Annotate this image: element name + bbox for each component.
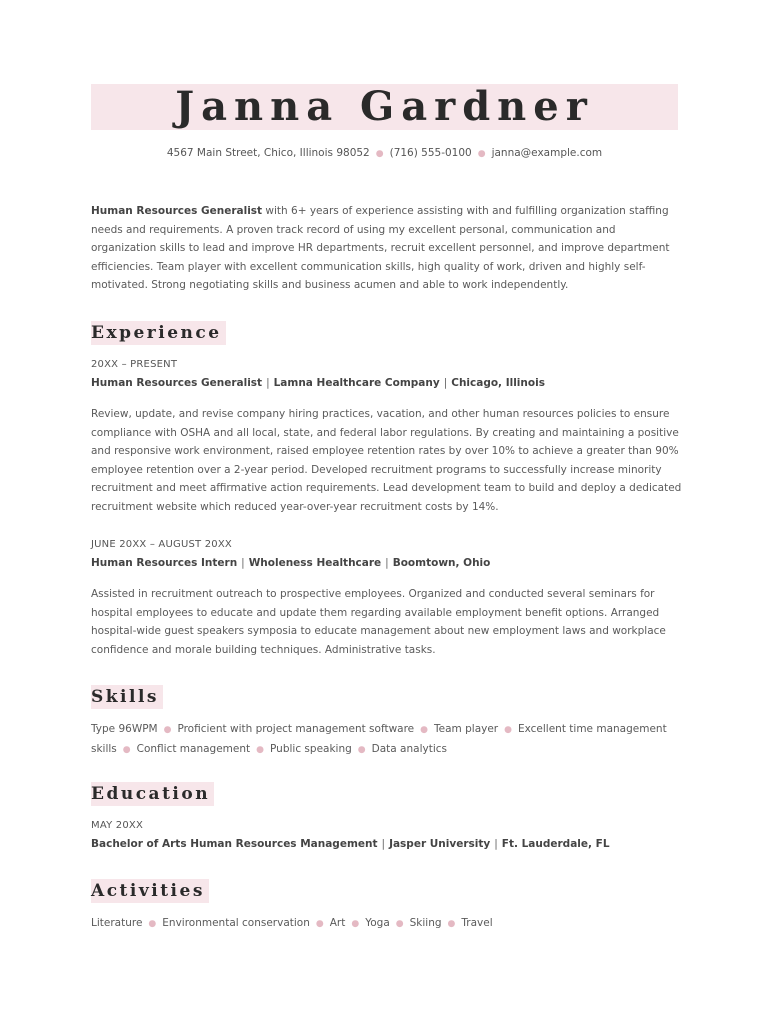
job-dates: 20XX – PRESENT (91, 359, 178, 370)
job-location: Boomtown, Ohio (392, 557, 491, 569)
contact-line (91, 147, 678, 159)
list-item: Literature (91, 917, 143, 929)
degree: Bachelor of Arts Human Resources Management (91, 838, 378, 850)
job-location: Chicago, Illinois (451, 377, 545, 389)
separator: | (385, 557, 389, 569)
list-item: Team player (434, 723, 499, 735)
phone: (716) 555-0100 (389, 147, 472, 159)
address: 4567 Main Street, Chico, Illinois 98052 (166, 147, 370, 159)
summary-text: with 6+ years of experience assisting with and fulfilling organization staffing needs and requirements. A proven track record of using my excellent personal, communication and organization skills to lead and improve HR departments, recruit excellent personnel, and improve department efficiencies. Team player with excellent communication skills, high quality of work, driven and highly self-motivated. Strong negotiating skills and business acumen and able to work independently. (91, 205, 670, 292)
list-item: Environmental conservation (162, 917, 310, 929)
bullet-icon: ● (148, 919, 157, 929)
job-company: Wholeness Healthcare (248, 557, 382, 569)
bullet-icon: ● (315, 919, 324, 929)
name-banner (91, 84, 678, 130)
section-heading-text: Activities (91, 881, 205, 901)
section-heading-text: Education (91, 784, 211, 804)
bullet-icon: ● (420, 725, 429, 735)
experience-heading (91, 321, 226, 345)
list-item: Excellent time management skills (91, 723, 667, 755)
list-item: Proficient with project management software (177, 723, 415, 735)
section-heading-text: Skills (91, 687, 160, 707)
bullet-icon: ● (163, 725, 172, 735)
bullet-icon: ● (395, 919, 404, 929)
job-description: Review, update, and revise company hiring practices, vacation, and other human resources policies to ensure compliance with OSHA and all local, state, and federal labor regulations. By creating and maintaining a positive and responsive work environment, raised employee retention rates by over 10% to achieve a greater than 90% employee retention over a 2-year period. Developed recruitment programs to successfully increase minority recruitment and meet affirmative action requirements. Lead development team to build and deploy a dedicated recruitment website which reduced year-over-year recruitment costs by 14%. (91, 408, 682, 513)
job-title-line (91, 557, 490, 569)
list-item: Travel (461, 917, 493, 929)
job-description: Assisted in recruitment outreach to prospective employees. Organized and conducted several seminars for hospital employees to educate and update them regarding available employment benefit options. Arranged hospital-wide guest speakers symposia to educate management about new employment laws and workplace confidence and morale building techniques. Administrative tasks. (91, 588, 666, 656)
bullet-icon: ● (256, 744, 265, 755)
separator: | (443, 377, 448, 389)
bullet-icon: ● (477, 149, 486, 159)
activities-heading (91, 879, 209, 903)
section-heading-text: Experience (91, 323, 222, 343)
separator: | (381, 838, 386, 850)
skills-heading (91, 685, 163, 709)
job-company: Lamna Healthcare Company (273, 377, 440, 389)
list-item: Yoga (365, 917, 390, 929)
job-title-line (91, 377, 545, 389)
job-title: Human Resources Intern (91, 557, 238, 569)
school-location: Ft. Lauderdale, FL (501, 838, 610, 850)
bullet-icon: ● (504, 725, 512, 735)
separator: | (494, 838, 498, 850)
list-item: Data analytics (371, 742, 447, 755)
list-item: Conflict management (136, 742, 251, 755)
list-item: Skiing (409, 917, 442, 929)
job-dates: JUNE 20XX – AUGUST 20XX (91, 539, 232, 550)
job-title: Human Resources Generalist (91, 377, 263, 389)
bullet-icon: ● (357, 744, 366, 755)
list-item: Art (329, 917, 346, 929)
activities-list (91, 914, 691, 934)
email: janna@example.com (491, 147, 603, 159)
education-date: MAY 20XX (91, 820, 144, 831)
list-item: Type 96WPM (91, 723, 158, 735)
bullet-icon: ● (351, 919, 360, 929)
bullet-icon: ● (447, 919, 456, 929)
candidate-name: Janna Gardner (175, 83, 594, 130)
school: Jasper University (389, 838, 491, 850)
education-line (91, 838, 610, 850)
separator: | (241, 557, 245, 569)
bullet-icon: ● (122, 744, 131, 755)
education-heading (91, 782, 214, 806)
list-item: Public speaking (270, 742, 352, 755)
separator: | (266, 377, 270, 389)
summary-paragraph (91, 202, 681, 295)
bullet-icon: ● (375, 149, 384, 159)
summary-lead: Human Resources Generalist (91, 205, 263, 217)
skills-list (91, 720, 691, 759)
